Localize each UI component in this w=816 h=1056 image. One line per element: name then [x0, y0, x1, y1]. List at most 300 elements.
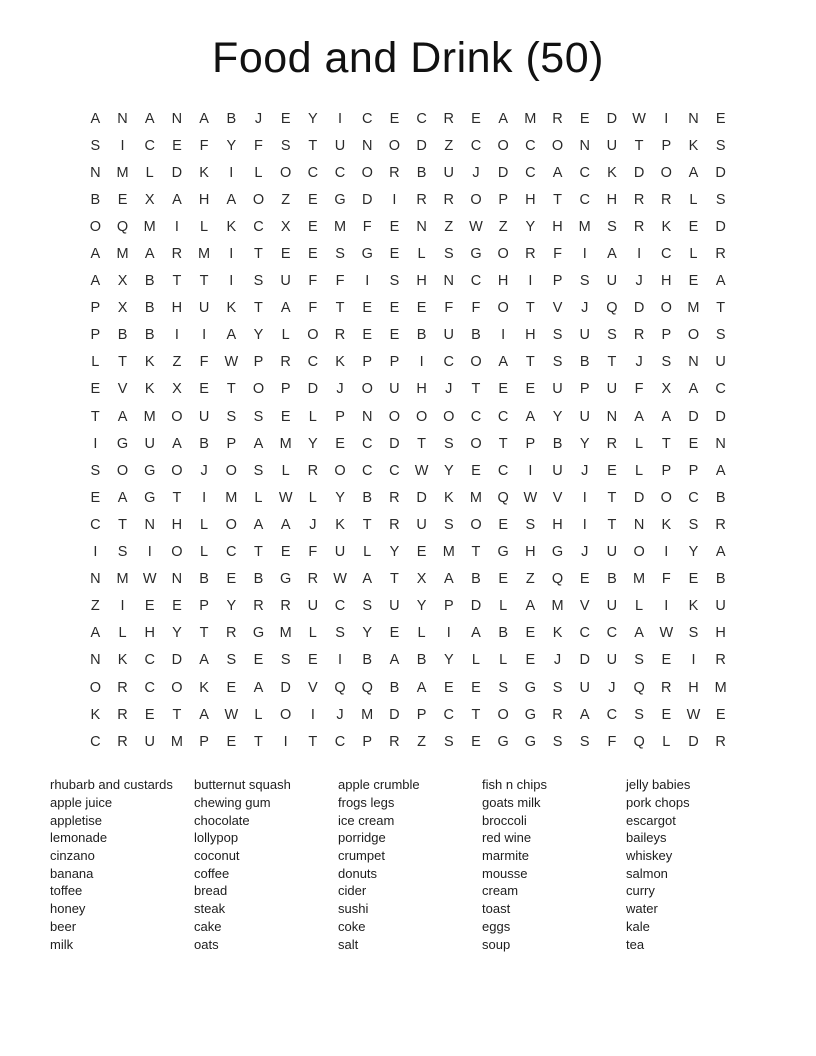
grid-letter: B — [607, 571, 617, 588]
grid-letter: O — [443, 408, 455, 425]
grid-letter: R — [389, 489, 400, 506]
word-item: beer — [50, 918, 77, 934]
grid-letter: U — [606, 273, 618, 290]
grid-letter: A — [715, 462, 726, 479]
grid-letter: D — [171, 164, 183, 181]
grid-letter: O — [280, 164, 292, 181]
grid-letter: P — [389, 354, 400, 371]
grid-letter: E — [416, 544, 427, 561]
grid-letter: I — [174, 327, 179, 344]
grid-letter: E — [715, 110, 726, 127]
grid-letter: Y — [579, 435, 590, 452]
grid-letter: U — [552, 381, 563, 398]
grid-letter: N — [606, 408, 618, 425]
grid-letter: K — [199, 679, 209, 696]
grid-letter: W — [686, 706, 701, 723]
grid-letter: X — [661, 381, 672, 398]
grid-letter: M — [469, 489, 483, 506]
word-item: cake — [194, 918, 222, 934]
grid-letter: U — [280, 273, 291, 290]
grid-letter: H — [661, 273, 672, 290]
grid-letter: G — [524, 706, 536, 723]
grid-letter: J — [581, 462, 589, 479]
grid-letter: R — [715, 733, 726, 750]
grid-letter: E — [525, 625, 536, 642]
grid-letter: E — [172, 598, 182, 615]
grid-letter: A — [634, 625, 644, 642]
grid-letter: U — [606, 652, 618, 669]
grid-letter: L — [118, 625, 127, 642]
grid-letter: T — [553, 191, 562, 208]
grid-letter: A — [362, 571, 373, 588]
grid-letter: Q — [606, 300, 618, 317]
grid-letter: P — [199, 598, 209, 615]
grid-letter: P — [362, 354, 373, 371]
grid-letter: S — [335, 246, 345, 263]
grid-letter: W — [278, 489, 293, 506]
grid-letter: E — [471, 733, 481, 750]
grid-letter: D — [280, 679, 291, 696]
grid-letter: I — [446, 625, 451, 642]
grid-letter: O — [470, 435, 482, 452]
grid-letter: R — [606, 435, 618, 452]
word-list-column — [338, 776, 482, 953]
word-item: bread — [194, 883, 228, 899]
grid-letter: I — [93, 544, 98, 561]
word-item: water — [626, 901, 658, 917]
page-title: Food and Drink (50) — [212, 34, 604, 82]
word-search-grid — [0, 105, 816, 755]
grid-letter: H — [416, 381, 427, 398]
grid-letter: C — [144, 652, 155, 669]
grid-letter: T — [335, 300, 345, 317]
grid-letter: O — [415, 408, 428, 425]
grid-letter: Q — [334, 679, 346, 696]
grid-letter: Y — [688, 544, 699, 561]
grid-letter: J — [472, 164, 480, 181]
grid-letter: E — [199, 381, 209, 398]
grid-letter: S — [552, 679, 563, 696]
grid-letter: R — [280, 354, 291, 371]
grid-letter: P — [226, 435, 237, 452]
grid-letter: E — [90, 381, 101, 398]
grid-letter: S — [280, 652, 291, 669]
grid-letter: M — [361, 706, 374, 723]
grid-letter: D — [416, 137, 427, 154]
grid-letter: N — [90, 571, 101, 588]
grid-letter: H — [688, 679, 699, 696]
grid-letter: L — [499, 598, 508, 615]
grid-letter: T — [226, 381, 236, 398]
grid-letter: Y — [416, 598, 427, 615]
grid-letter: E — [498, 516, 508, 533]
grid-letter: I — [229, 164, 234, 181]
grid-letter: R — [226, 625, 237, 642]
grid-letter: K — [443, 489, 454, 506]
grid-letter: A — [117, 408, 128, 425]
word-item: chocolate — [194, 812, 250, 828]
grid-letter: I — [528, 462, 533, 479]
grid-letter: I — [419, 354, 424, 371]
grid-letter: A — [552, 164, 563, 181]
grid-letter: I — [664, 544, 669, 561]
grid-letter: G — [551, 544, 564, 561]
grid-letter: B — [416, 652, 427, 669]
grid-letter: W — [659, 625, 674, 642]
grid-letter: C — [90, 516, 101, 533]
grid-letter: N — [361, 137, 373, 154]
grid-letter: Z — [417, 733, 427, 750]
grid-letter: E — [471, 462, 481, 479]
grid-letter: B — [226, 110, 237, 127]
grid-letter: K — [144, 381, 155, 398]
grid-letter: E — [661, 706, 672, 723]
grid-letter: E — [280, 246, 291, 263]
grid-letter: C — [497, 462, 509, 479]
grid-letter: C — [416, 110, 427, 127]
word-item: lemonade — [50, 830, 108, 846]
grid-letter: S — [715, 137, 726, 154]
grid-letter: L — [635, 462, 644, 479]
grid-letter: I — [283, 733, 288, 750]
grid-letter: P — [416, 706, 427, 723]
grid-letter: B — [471, 327, 481, 344]
grid-letter: I — [120, 598, 125, 615]
grid-letter: W — [632, 110, 646, 127]
grid-letter: H — [198, 191, 210, 208]
grid-letter: O — [497, 137, 509, 154]
grid-letter: C — [334, 598, 346, 615]
grid-letter: S — [688, 516, 699, 533]
grid-letter: M — [687, 300, 700, 317]
grid-letter: L — [308, 408, 317, 425]
grid-letter: E — [688, 435, 699, 452]
grid-letter: D — [171, 652, 183, 669]
grid-letter: E — [308, 218, 318, 235]
grid-letter: D — [633, 489, 645, 506]
word-item: apple crumble — [338, 777, 420, 793]
grid-letter: R — [280, 598, 291, 615]
grid-letter: E — [362, 300, 373, 317]
grid-letter: E — [443, 679, 454, 696]
grid-letter: T — [607, 516, 617, 533]
grid-letter: U — [198, 300, 210, 317]
grid-letter: J — [581, 300, 589, 317]
grid-letter: O — [470, 516, 482, 533]
grid-letter: C — [579, 625, 590, 642]
grid-letter: D — [579, 652, 590, 669]
grid-letter: I — [582, 489, 587, 506]
grid-letter: U — [579, 408, 590, 425]
grid-letter: A — [90, 625, 101, 642]
grid-letter: A — [498, 110, 508, 127]
grid-letter: D — [470, 598, 482, 615]
word-item: frogs legs — [338, 794, 395, 810]
word-item: chewing gum — [194, 794, 271, 810]
grid-letter: O — [171, 408, 183, 425]
grid-letter: A — [471, 625, 481, 642]
word-item: coconut — [194, 848, 240, 864]
grid-letter: F — [254, 137, 263, 154]
grid-letter: H — [525, 191, 536, 208]
grid-letter: N — [171, 110, 183, 127]
grid-letter: B — [471, 571, 481, 588]
grid-letter: N — [171, 571, 183, 588]
grid-letter: Q — [633, 733, 645, 750]
grid-letter: T — [199, 273, 209, 290]
grid-letter: T — [661, 435, 671, 452]
word-item: rhubarb and custards — [50, 777, 173, 793]
grid-letter: E — [498, 381, 508, 398]
grid-letter: O — [551, 137, 564, 154]
grid-letter: A — [498, 354, 508, 371]
grid-letter: Y — [552, 408, 563, 425]
grid-letter: P — [661, 462, 672, 479]
grid-letter: E — [226, 571, 237, 588]
grid-letter: X — [416, 571, 427, 588]
grid-letter: R — [389, 733, 400, 750]
grid-letter: J — [635, 273, 643, 290]
grid-letter: E — [389, 300, 400, 317]
grid-letter: M — [116, 571, 129, 588]
grid-letter: K — [552, 625, 563, 642]
grid-letter: O — [497, 706, 509, 723]
grid-letter: Y — [443, 652, 454, 669]
grid-letter: B — [715, 489, 726, 506]
word-item: eggs — [482, 918, 511, 934]
grid-letter: Y — [226, 137, 237, 154]
grid-letter: J — [336, 381, 344, 398]
grid-letter: C — [470, 273, 482, 290]
word-item: kale — [626, 918, 650, 934]
grid-letter: E — [607, 462, 617, 479]
grid-letter: F — [362, 218, 372, 235]
grid-letter: U — [606, 381, 618, 398]
word-item: toast — [482, 901, 511, 917]
grid-letter: K — [144, 354, 155, 371]
grid-letter: Z — [444, 137, 454, 154]
grid-letter: J — [254, 110, 263, 127]
grid-letter: K — [688, 137, 699, 154]
grid-letter: R — [661, 679, 672, 696]
grid-letter: E — [172, 137, 182, 154]
word-item: marmite — [482, 848, 529, 864]
grid-letter: G — [497, 544, 509, 561]
grid-letter: C — [443, 354, 455, 371]
grid-letter: E — [90, 489, 101, 506]
grid-letter: E — [117, 191, 128, 208]
grid-letter: L — [281, 327, 290, 344]
grid-letter: N — [688, 354, 699, 371]
grid-letter: K — [661, 218, 672, 235]
grid-letter: I — [338, 652, 343, 669]
grid-letter: M — [198, 246, 211, 263]
grid-letter: C — [361, 435, 373, 452]
grid-letter: C — [334, 164, 346, 181]
grid-letter: X — [172, 381, 182, 398]
grid-letter: O — [361, 164, 373, 181]
grid-letter: Y — [226, 598, 237, 615]
grid-letter: L — [254, 489, 263, 506]
grid-letter: Z — [525, 571, 535, 588]
grid-letter: G — [144, 462, 156, 479]
word-list — [50, 776, 816, 953]
grid-letter: B — [416, 164, 427, 181]
grid-letter: I — [202, 327, 207, 344]
grid-letter: W — [142, 571, 157, 588]
grid-letter: Q — [551, 571, 564, 588]
grid-letter: Y — [172, 625, 182, 642]
grid-letter: P — [661, 327, 672, 344]
grid-letter: P — [90, 300, 101, 317]
grid-letter: E — [226, 679, 237, 696]
grid-letter: I — [229, 273, 234, 290]
grid-letter: F — [308, 300, 318, 317]
word-item: soup — [482, 936, 511, 952]
grid-letter: E — [688, 218, 699, 235]
word-item: tea — [626, 936, 645, 952]
grid-letter: B — [416, 327, 427, 344]
grid-letter: T — [254, 300, 263, 317]
grid-letter: N — [416, 218, 427, 235]
grid-letter: O — [225, 462, 237, 479]
grid-letter: P — [199, 733, 209, 750]
word-item: cider — [338, 883, 367, 899]
grid-letter: O — [252, 191, 265, 208]
grid-letter: O — [470, 191, 482, 208]
grid-letter: S — [253, 273, 264, 290]
grid-letter: E — [688, 571, 699, 588]
grid-letter: I — [310, 706, 315, 723]
grid-letter: J — [553, 652, 562, 669]
grid-letter: N — [117, 110, 128, 127]
grid-letter: F — [199, 137, 209, 154]
grid-letter: R — [253, 598, 264, 615]
grid-letter: C — [525, 137, 536, 154]
grid-letter: I — [229, 246, 234, 263]
grid-letter: E — [579, 110, 590, 127]
grid-letter: B — [362, 489, 373, 506]
grid-letter: K — [90, 706, 101, 723]
grid-letter: G — [116, 435, 129, 452]
grid-letter: V — [552, 300, 563, 317]
grid-letter: W — [469, 218, 483, 235]
grid-letter: G — [361, 246, 373, 263]
grid-letter: D — [606, 110, 618, 127]
grid-letter: A — [117, 489, 128, 506]
grid-letter: A — [280, 516, 291, 533]
grid-letter: K — [335, 516, 345, 533]
grid-letter: N — [90, 164, 101, 181]
grid-letter: O — [252, 381, 265, 398]
grid-letter: F — [634, 381, 644, 398]
grid-letter: D — [715, 164, 726, 181]
grid-letter: I — [120, 137, 125, 154]
grid-letter: I — [338, 110, 343, 127]
grid-letter: B — [144, 273, 155, 290]
grid-letter: M — [633, 571, 646, 588]
grid-letter: C — [361, 110, 373, 127]
grid-letter: L — [200, 516, 209, 533]
grid-letter: O — [388, 137, 401, 154]
grid-letter: W — [224, 354, 239, 371]
grid-letter: T — [362, 516, 372, 533]
grid-letter: S — [443, 246, 454, 263]
grid-letter: C — [606, 625, 618, 642]
grid-letter: T — [118, 516, 127, 533]
grid-letter: G — [252, 625, 265, 642]
word-item: donuts — [338, 865, 378, 881]
grid-letter: U — [606, 598, 618, 615]
grid-letter: F — [471, 300, 481, 317]
grid-letter: S — [634, 652, 644, 669]
grid-letter: A — [525, 408, 536, 425]
grid-letter: Z — [444, 218, 454, 235]
grid-letter: S — [607, 327, 617, 344]
grid-letter: L — [417, 625, 426, 642]
grid-letter: M — [116, 164, 129, 181]
grid-letter: U — [715, 598, 726, 615]
grid-letter: S — [253, 408, 264, 425]
grid-letter: X — [117, 300, 128, 317]
grid-letter: A — [715, 544, 726, 561]
word-item: cream — [482, 883, 519, 899]
grid-letter: C — [253, 218, 264, 235]
grid-letter: S — [280, 137, 291, 154]
grid-letter: P — [552, 273, 563, 290]
grid-letter: R — [552, 110, 563, 127]
grid-letter: W — [523, 489, 538, 506]
grid-letter: A — [389, 652, 400, 669]
grid-letter: V — [117, 381, 128, 398]
grid-letter: T — [199, 625, 209, 642]
grid-letter: P — [661, 137, 672, 154]
grid-letter: A — [226, 327, 237, 344]
grid-letter: S — [579, 273, 590, 290]
word-item: salmon — [626, 865, 668, 881]
grid-letter: S — [715, 191, 726, 208]
grid-letter: L — [689, 246, 698, 263]
grid-letter: P — [443, 598, 454, 615]
grid-letter: F — [607, 733, 617, 750]
grid-letter: A — [525, 598, 536, 615]
grid-letter: I — [174, 218, 179, 235]
grid-letter: Y — [253, 327, 264, 344]
grid-letter: H — [552, 516, 563, 533]
grid-letter: C — [144, 679, 155, 696]
grid-letter: A — [90, 110, 101, 127]
grid-letter: L — [662, 733, 671, 750]
grid-letter: F — [199, 354, 209, 371]
grid-letter: T — [525, 300, 535, 317]
grid-letter: S — [443, 733, 454, 750]
grid-letter: P — [688, 462, 699, 479]
grid-letter: T — [607, 354, 617, 371]
word-item: appletise — [50, 812, 103, 828]
grid-letter: U — [416, 516, 427, 533]
grid-letter: S — [362, 598, 373, 615]
grid-letter: S — [634, 706, 644, 723]
grid-letter: M — [279, 625, 292, 642]
grid-letter: I — [93, 435, 98, 452]
grid-letter: E — [280, 408, 291, 425]
grid-letter: O — [633, 544, 645, 561]
grid-letter: P — [90, 327, 101, 344]
grid-letter: M — [170, 733, 183, 750]
grid-letter: R — [661, 191, 672, 208]
grid-letter: L — [254, 164, 263, 181]
grid-letter: J — [608, 679, 616, 696]
